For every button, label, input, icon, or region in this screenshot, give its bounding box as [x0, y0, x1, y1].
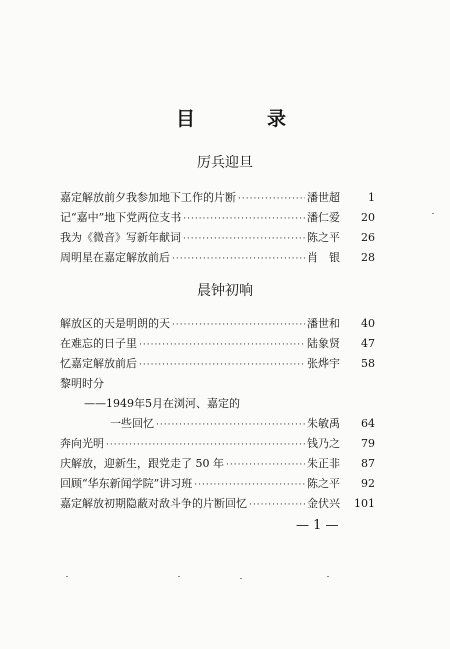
page-number-footer: — 1 — [296, 518, 339, 533]
leader-dots [172, 320, 305, 331]
entry-author: 朱正非 [307, 457, 340, 470]
entry-author: 钱乃之 [307, 437, 340, 450]
title-char-1: 目 [176, 108, 196, 130]
entry-title: 忆嘉定解放前后 [60, 357, 137, 370]
leader-dots [194, 480, 305, 491]
toc-entry[interactable] [60, 252, 375, 272]
leader-dots [156, 420, 305, 431]
entry-page: 1 [368, 191, 375, 204]
entry-title: 周明星在嘉定解放前后 [60, 251, 170, 264]
leader-dots [183, 234, 305, 245]
entry-author: 陆象贤 [307, 337, 340, 350]
toc-section-2 [60, 318, 375, 518]
leader-dots [183, 214, 305, 225]
leader-dots [238, 194, 305, 205]
toc-entry[interactable] [60, 458, 375, 478]
entry-title: 嘉定解放初期隐蔽对敌斗争的片断回忆 [60, 497, 247, 510]
title-char-2: 录 [266, 108, 286, 130]
toc-entry[interactable] [60, 478, 375, 498]
leader-dots [172, 254, 305, 265]
entry-page: 87 [361, 457, 375, 470]
entry-author: 潘仁爱 [307, 211, 340, 224]
page-title [176, 104, 286, 131]
entry-author: 肖 银 [307, 251, 340, 264]
toc-entry[interactable] [60, 338, 375, 358]
entry-page: 92 [361, 477, 375, 490]
entry-page: 20 [361, 211, 375, 224]
section-heading-2: 晨钟初响 [197, 283, 253, 299]
entry-title: 记“嘉中”地下党两位支书 [60, 211, 182, 224]
entry-author: 潘世和 [307, 317, 340, 330]
entry-author: 金伏兴 [307, 497, 340, 510]
toc-entry[interactable] [60, 358, 375, 378]
toc-entry[interactable] [60, 318, 375, 338]
leader-dots [139, 360, 305, 371]
entry-subtitle: ——1949年5月在浏河、嘉定的 [84, 397, 240, 410]
entry-page: 101 [354, 497, 375, 510]
toc-entry[interactable] [60, 378, 375, 398]
toc-entry[interactable] [60, 192, 375, 212]
entry-page: 58 [361, 357, 375, 370]
entry-title: 奔向光明 [60, 437, 104, 450]
entry-page: 28 [361, 251, 375, 264]
toc-entry-subtitle [60, 398, 375, 418]
entry-author: 张烨宇 [307, 357, 340, 370]
entry-title: 一些回忆 [110, 417, 154, 430]
entry-page: 47 [361, 337, 375, 350]
entry-title: 在难忘的日子里 [60, 337, 137, 350]
entry-title: 解放区的天是明朗的天 [60, 317, 170, 330]
toc-entry[interactable] [60, 212, 375, 232]
entry-title: 黎明时分 [60, 377, 104, 390]
entry-page: 40 [361, 317, 375, 330]
leader-dots [139, 340, 305, 351]
leader-dots [226, 460, 305, 471]
entry-title: 回顾“华东新闻学院”讲习班 [60, 477, 193, 490]
entry-title: 嘉定解放前夕我参加地下工作的片断 [60, 191, 236, 204]
entry-title: 庆解放，迎新生，跟党走了 50 年 [60, 457, 224, 470]
leader-dots [249, 500, 305, 511]
toc-entry[interactable] [60, 438, 375, 458]
entry-author: 朱敏禹 [307, 417, 340, 430]
entry-author: 潘世超 [307, 191, 340, 204]
toc-entry[interactable] [60, 232, 375, 252]
leader-dots [106, 440, 305, 451]
entry-page: 79 [361, 437, 375, 450]
entry-author: 陈之平 [307, 231, 340, 244]
toc-entry[interactable] [60, 498, 375, 518]
section-heading-1: 厉兵迎旦 [197, 155, 253, 171]
entry-title: 我为《微音》写新年献词 [60, 231, 181, 244]
entry-page: 64 [361, 417, 375, 430]
toc-section-1 [60, 192, 375, 272]
entry-page: 26 [361, 231, 375, 244]
toc-entry[interactable] [60, 418, 375, 438]
entry-author: 陈之平 [307, 477, 340, 490]
